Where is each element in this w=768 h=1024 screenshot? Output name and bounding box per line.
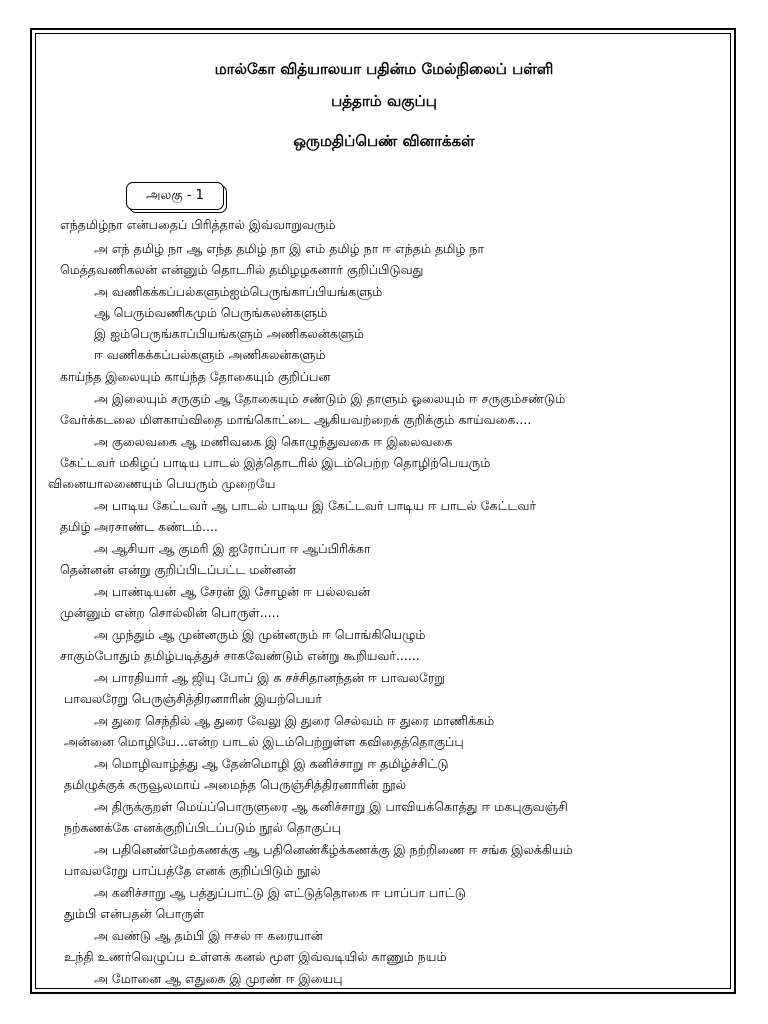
options-11: அ மொழிவாழ்த்து ஆ தேன்மொழி இ கனிச்சாறு ஈ தமிழ்ச்சிட்டு — [94, 756, 449, 771]
unit-label: அலகு - 1 — [126, 182, 224, 210]
question-1: எந்தமிழ்நா என்பதைப் பிரித்தால் இவ்வாறுவரும் — [60, 217, 336, 232]
question-11: அன்னை மொழியே...என்ற பாடல் இடம்பெற்றுள்ள கவிதைத்தொகுப்பு — [64, 734, 464, 749]
question-4: வேர்க்கடலை மிளகாய்விதை மாங்கொட்டை ஆகியவற்றைக் குறிக்கும் காய்வகை.... — [60, 412, 532, 427]
question-10: பாவலரேறு பெருஞ்சித்திரனாரின் இயற்பெயர் — [64, 691, 323, 706]
question-12: தமிழுக்குக் கருவூலமாய் அமைந்த பெருஞ்சித்திரனாரின் நூல் — [64, 777, 406, 792]
option-2d: ஈ வணிகக்கப்பல்களும் அணிகலன்களும் — [94, 347, 326, 362]
options-7: அ பாண்டியன் ஆ சேரன் இ சோழன் ஈ பல்லவன் — [94, 584, 371, 599]
options-5: அ பாடிய கேட்டவர் ஆ பாடல் பாடிய இ கேட்டவர் பாடிய ஈ பாடல் கேட்டவர் — [94, 498, 536, 513]
question-16: உந்தி உணர்வெழுப்ப உள்ளக் கனல் மூள இவ்வடியில் காணும் நயம் — [64, 949, 447, 964]
options-15: அ வண்டு ஆ தம்பி இ ஈசல் ஈ கரையான் — [94, 928, 323, 943]
option-2a: அ வணிகக்கப்பல்களும்ஐம்பெருங்காப்பியங்களும் — [94, 284, 383, 299]
options-4: அ குலைவகை ஆ மணிவகை இ கொழுந்துவகை ஈ இலைவகை — [94, 434, 453, 449]
options-13: அ பதினெண்மேற்கணக்கு ஆ பதினெண்கீழ்க்கணக்கு இ நற்றிணை ஈ சங்க இலக்கியம் — [94, 842, 573, 857]
question-15: தும்பி என்பதன் பொருள் — [64, 906, 205, 921]
question-7: தென்னன் என்று குறிப்பிடப்பட்ட மன்னன் — [60, 562, 296, 577]
options-3: அ இலையும் சருகும் ஆ தோகையும் சண்டும் இ தாளும் ஓலையும் ஈ சருகும்சண்டும் — [94, 391, 566, 406]
question-5-line-2: வினையாலணையும் பெயரும் முறையே — [48, 476, 276, 491]
question-8: முன்னும் என்ற சொல்லின் பொருள்..... — [60, 605, 280, 620]
options-1: அ எந் தமிழ் நா ஆ எந்த தமிழ் நா இ எம் தமிழ் நா ஈ எந்தம் தமிழ் நா — [94, 241, 484, 256]
options-9: அ பாரதியார் ஆ ஜியு போப் இ க சச்சிதானந்தன் ஈ பாவலரேறு — [94, 670, 445, 685]
document-title: ஒருமதிப்பெண் வினாக்கள் — [293, 132, 475, 150]
options-16: அ மோனை ஆ எதுகை இ முரண் ஈ இயைபு — [94, 971, 343, 986]
question-5-line-1: கேட்டவர் மகிழப் பாடிய பாடல் இத்தொடரில் இடம்பெற்ற தொழிற்பெயரும் — [60, 455, 491, 470]
options-10: அ துரை செந்தில் ஆ துரை வேலு இ துரை செல்வம் ஈ துரை மாணிக்கம் — [94, 713, 495, 728]
options-14: அ கனிச்சாறு ஆ பத்துப்பாட்டு இ எட்டுத்தொகை ஈ பாப்பா பாட்டு — [94, 885, 466, 900]
question-14: பாவலரேறு பாப்பத்தே எனக் குறிப்பிடும் நூல் — [64, 863, 321, 878]
option-2b: ஆ பெரும்வணிகமும் பெருங்கலன்களும் — [94, 305, 328, 320]
option-2c: இ ஐம்பெருங்காப்பியங்களும் அணிகலன்களும் — [94, 326, 364, 341]
question-13: நற்கணக்கே எனக்குறிப்பிடப்படும் நூல் தொகுப்பு — [64, 820, 341, 835]
question-2: மெத்தவணிகலன் என்னும் தொடரில் தமிழழகனார் குறிப்பிடுவது — [60, 262, 424, 277]
question-3: காய்ந்த இலையும் காய்ந்த தோகையும் குறிப்பன — [60, 369, 331, 384]
options-6: அ ஆசியா ஆ குமரி இ ஐரோப்பா ஈ ஆப்பிரிக்கா — [94, 541, 371, 556]
question-9: சாகும்போதும் தமிழ்படித்துச் சாகவேண்டும் என்று கூறியவர்...... — [60, 648, 420, 663]
options-8: அ முந்தும் ஆ முன்னரும் இ முன்னரும் ஈ பொங்கியெழும் — [94, 627, 426, 642]
question-6: தமிழ் அரசாண்ட கண்டம்.... — [60, 519, 218, 534]
options-12: அ திருக்குறள் மெய்ப்பொருளுரை ஆ கனிச்சாறு இ பாவியக்கொத்து ஈ மகபுகுவஞ்சி — [94, 799, 568, 814]
school-name: மால்கோ வித்யாலயா பதின்ம மேல்நிலைப் பள்ளி — [214, 60, 554, 78]
class-name: பத்தாம் வகுப்பு — [331, 92, 437, 110]
